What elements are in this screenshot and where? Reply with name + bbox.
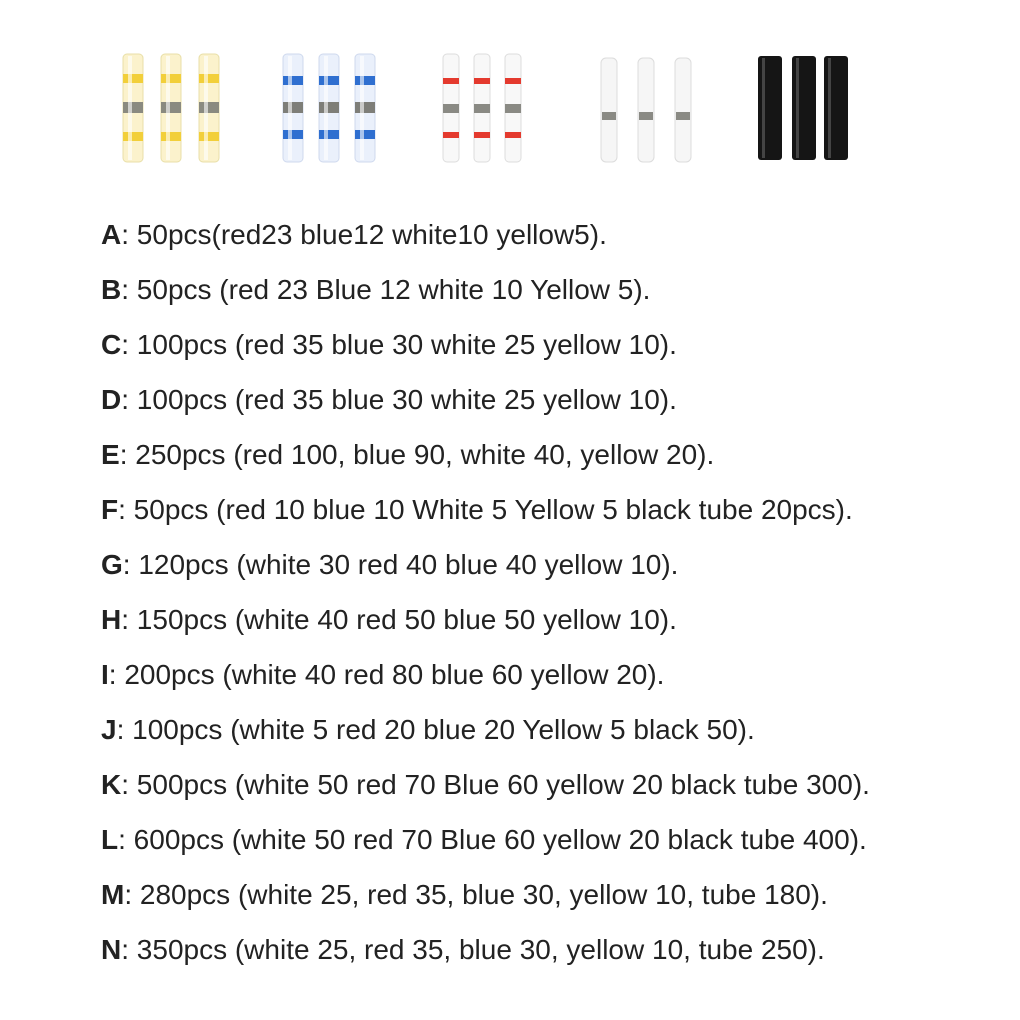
option-l[interactable] (101, 819, 1001, 874)
red-connector-image (471, 52, 493, 164)
option-k[interactable] (101, 764, 1001, 819)
option-description: : 500pcs (white 50 red 70 Blue 60 yellow 20 black tube 300). (121, 769, 870, 800)
black-tube-image (790, 52, 818, 164)
option-letter: F (101, 494, 119, 525)
option-description: : 100pcs (red 35 blue 30 white 25 yellow 10). (121, 384, 677, 415)
option-description: : 200pcs (white 40 red 80 blue 60 yellow 20). (108, 659, 665, 690)
option-letter: E (101, 439, 120, 470)
red-connector-image (502, 52, 524, 164)
blue-connector-image (316, 52, 342, 164)
option-m[interactable] (101, 874, 1001, 929)
option-description: : 100pcs (red 35 blue 30 white 25 yellow 10). (121, 329, 677, 360)
yellow-connector-group (120, 52, 226, 170)
option-g[interactable] (101, 544, 1001, 599)
option-letter: M (101, 879, 125, 910)
white-connector-image (635, 52, 657, 164)
option-letter: C (101, 329, 122, 360)
yellow-connector-image (120, 52, 146, 164)
option-letter: I (101, 659, 109, 690)
option-n[interactable] (101, 929, 1001, 984)
blue-connector-group (280, 52, 380, 170)
option-e[interactable] (101, 434, 1001, 489)
option-a[interactable] (101, 214, 1001, 269)
option-c[interactable] (101, 324, 1001, 379)
option-b[interactable] (101, 269, 1001, 324)
option-letter: G (101, 549, 123, 580)
product-images (0, 0, 1020, 200)
blue-connector-image (280, 52, 306, 164)
option-f[interactable] (101, 489, 1001, 544)
option-letter: H (101, 604, 122, 635)
option-description: : 50pcs (red 10 blue 10 White 5 Yellow 5 black tube 20pcs). (118, 494, 853, 525)
white-connector-image (672, 52, 694, 164)
yellow-connector-image (158, 52, 184, 164)
blue-connector-image (352, 52, 378, 164)
black-tube-image (756, 52, 784, 164)
option-i[interactable] (101, 654, 1001, 709)
option-letter: L (101, 824, 119, 855)
option-letter: N (101, 934, 122, 965)
option-letter: K (101, 769, 122, 800)
option-description: : 50pcs (red 23 Blue 12 white 10 Yellow 5). (121, 274, 651, 305)
option-description: : 250pcs (red 100, blue 90, white 40, yellow 20). (119, 439, 715, 470)
red-connector-group (440, 52, 524, 170)
option-description: : 150pcs (white 40 red 50 blue 50 yellow 10). (121, 604, 677, 635)
option-description: : 600pcs (white 50 red 70 Blue 60 yellow 20 black tube 400). (118, 824, 867, 855)
yellow-connector-image (196, 52, 222, 164)
option-description: : 50pcs(red23 blue12 white10 yellow5). (121, 219, 607, 250)
white-connector-group (598, 52, 694, 170)
option-description: : 280pcs (white 25, red 35, blue 30, yellow 10, tube 180). (124, 879, 828, 910)
black-tube-image (822, 52, 850, 164)
option-j[interactable] (101, 709, 1001, 764)
white-connector-image (598, 52, 620, 164)
option-description: : 350pcs (white 25, red 35, blue 30, yellow 10, tube 250). (121, 934, 825, 965)
option-d[interactable] (101, 379, 1001, 434)
black-tube-group (756, 52, 852, 170)
option-description: : 100pcs (white 5 red 20 blue 20 Yellow 5 black 50). (116, 714, 755, 745)
option-h[interactable] (101, 599, 1001, 654)
option-description: : 120pcs (white 30 red 40 blue 40 yellow 10). (122, 549, 679, 580)
option-letter: B (101, 274, 122, 305)
option-letter: A (101, 219, 122, 250)
option-letter: J (101, 714, 117, 745)
option-letter: D (101, 384, 122, 415)
option-list (101, 214, 1001, 984)
red-connector-image (440, 52, 462, 164)
